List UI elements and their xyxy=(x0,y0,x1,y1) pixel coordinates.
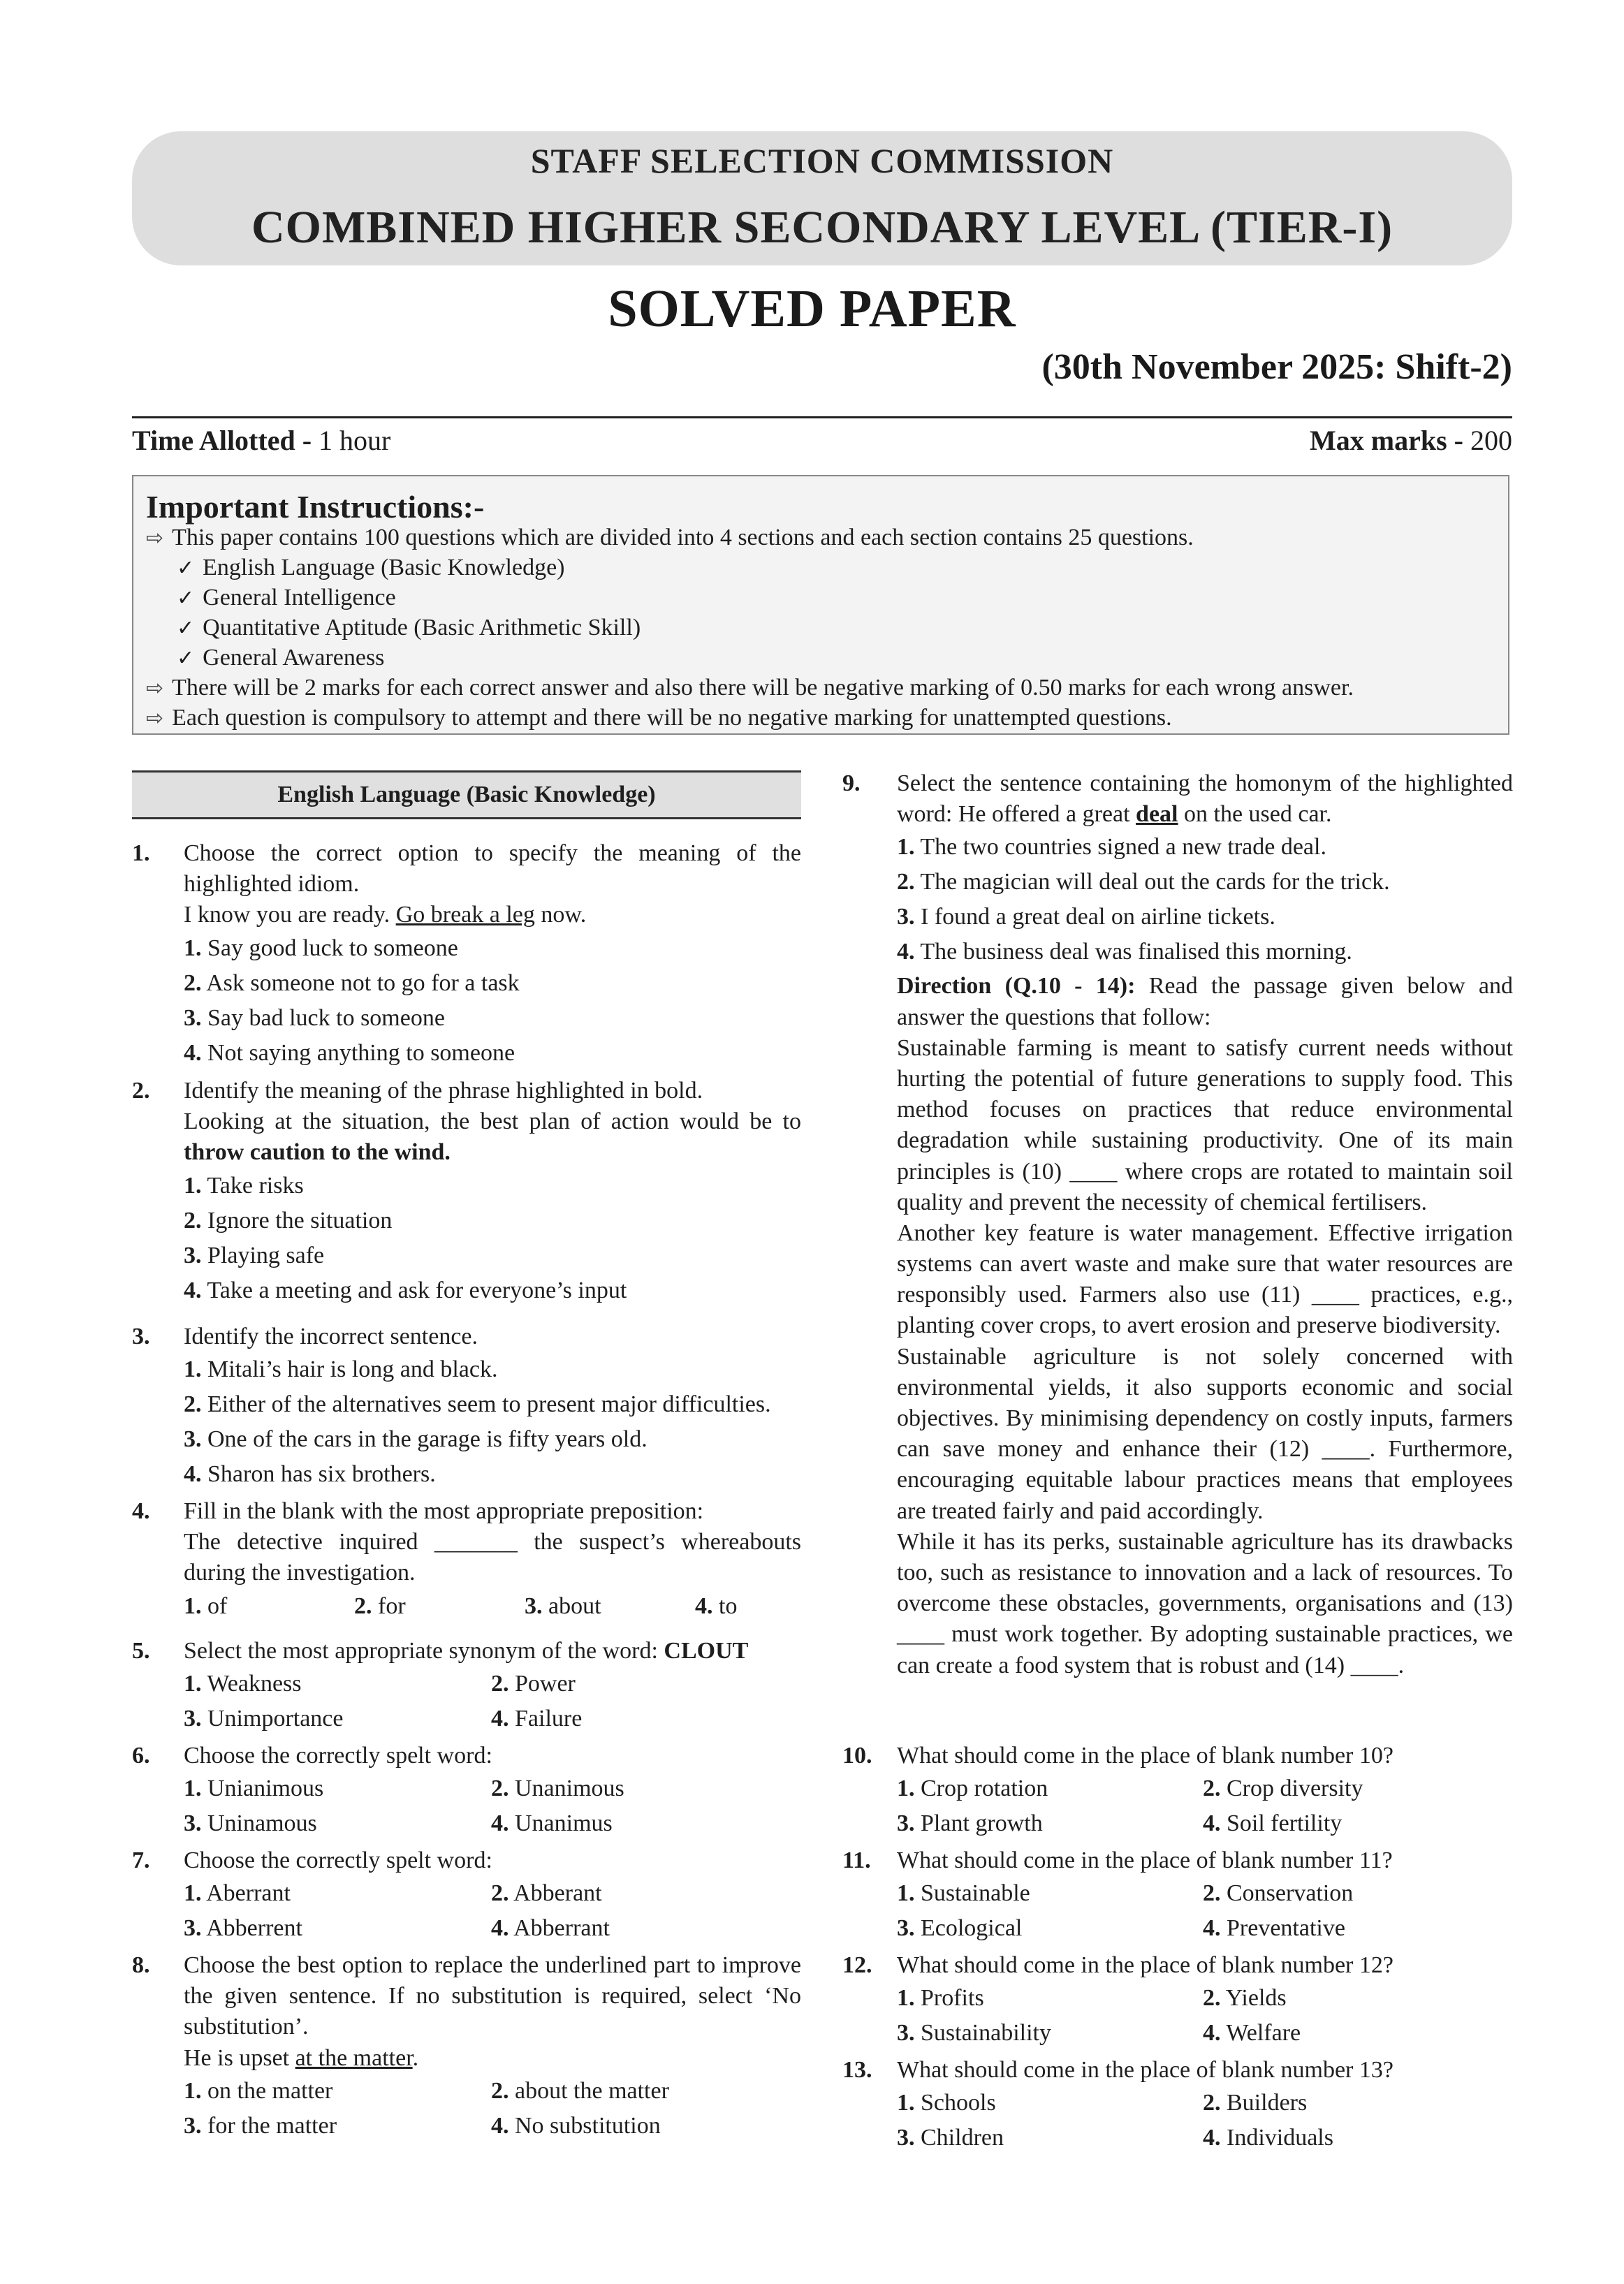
check-icon: ✓ xyxy=(177,646,195,671)
passage-paragraph: Sustainable agriculture is not solely concerned with environmental yields, it also supports economic and social objectives. By minimising dependency on costly inputs, farmers can save money and enhance their (12) ____. Furthermore, encouraging equitable labour practices means that employees are treated fairly and paid accordingly. xyxy=(897,1343,1513,1524)
question-7 xyxy=(132,1845,801,1946)
question-text: Choose the correctly spelt word: xyxy=(184,1847,492,1873)
direction: Direction (Q.10 - 14): Read the passage given below and answer the questions that follow: xyxy=(897,973,1513,1030)
exam-title: COMBINED HIGHER SECONDARY LEVEL (TIER-I) xyxy=(251,202,1393,253)
option: 2. Either of the alternatives seem to present major difficulties. xyxy=(184,1391,771,1418)
option-row: 1. Profits 2. Yields xyxy=(897,1985,1287,2012)
question-text: Choose the correct option to specify the meaning of the highlighted idiom. xyxy=(184,840,801,898)
option: 3. One of the cars in the garage is fifty years old. xyxy=(184,1426,648,1453)
divider xyxy=(132,416,1512,418)
option-row: 3. for the matter 4. No substitution xyxy=(184,2112,661,2139)
option-row: 3. Sustainability 4. Welfare xyxy=(897,2020,1301,2047)
paper-title: SOLVED PAPER xyxy=(608,279,1016,338)
option-row: 3. Unimportance 4. Failure xyxy=(184,1706,583,1732)
keyword: CLOUT xyxy=(664,1638,749,1664)
option-row: 1. Aberrant 2. Abberant xyxy=(184,1880,602,1907)
option-row: 1. on the matter 2. about the matter xyxy=(184,2077,669,2104)
option: 3. I found a great deal on airline tickets. xyxy=(897,904,1275,930)
question-number: 13. xyxy=(842,2057,872,2083)
paper-date: (30th November 2025: Shift-2) xyxy=(1041,347,1512,387)
check-icon: ✓ xyxy=(177,556,195,580)
option: 1. The two countries signed a new trade deal. xyxy=(897,834,1326,861)
question-9 xyxy=(842,768,1513,1681)
time-label: Time Allotted - xyxy=(132,425,312,456)
option-row: 3. Abberrent 4. Abberrant xyxy=(184,1915,610,1942)
instruction-item xyxy=(146,673,1354,703)
question-4 xyxy=(132,1496,801,1624)
option-row: 1. Weakness 2. Power xyxy=(184,1671,576,1697)
option-row: 1. Crop rotation 2. Crop diversity xyxy=(897,1776,1363,1802)
question-text: What should come in the place of blank number 12? xyxy=(897,1952,1393,1978)
instruction-text: This paper contains 100 questions which are divided into 4 sections and each section contains 25 questions. xyxy=(172,525,1194,550)
commission-title: STAFF SELECTION COMMISSION xyxy=(530,141,1114,180)
time-value: 1 hour xyxy=(319,425,391,456)
question-6 xyxy=(132,1741,801,1841)
question-13 xyxy=(842,2055,1513,2155)
arrow-right-icon: ⇨ xyxy=(146,706,164,731)
section-name: English Language (Basic Knowledge) xyxy=(203,555,565,580)
instructions-title: Important Instructions:- xyxy=(146,489,485,525)
option-row: 3. Ecological 4. Preventative xyxy=(897,1915,1345,1942)
option: 2. Ask someone not to go for a task xyxy=(184,969,520,996)
option: 4. Take a meeting and ask for everyone’s input xyxy=(184,1277,627,1303)
option: 1. Take risks xyxy=(184,1172,304,1199)
time-allotted xyxy=(132,423,390,459)
question-12 xyxy=(842,1950,1513,2051)
underlined-idiom: Go break a leg xyxy=(395,902,535,928)
question-text: What should come in the place of blank number 10? xyxy=(897,1743,1393,1769)
question-text: Identify the meaning of the phrase highlighted in bold. xyxy=(184,1078,703,1104)
underlined-part: at the matter xyxy=(295,2044,413,2071)
question-sentence: He is upset at the matter. xyxy=(184,2044,419,2071)
max-marks xyxy=(1310,423,1512,459)
section-heading: English Language (Basic Knowledge) xyxy=(132,770,801,819)
question-8 xyxy=(132,1950,801,2144)
option: 2. The magician will deal out the cards for the trick. xyxy=(897,869,1390,895)
marks-value: 200 xyxy=(1470,425,1512,456)
option-row: 1. Sustainable 2. Conservation xyxy=(897,1880,1354,1907)
question-text: What should come in the place of blank number 13? xyxy=(897,2057,1393,2083)
header-banner xyxy=(132,131,1512,265)
question-text: Choose the best option to replace the underlined part to improve the given sentence. If no substitution is required, select ‘No substitution’. xyxy=(184,1952,801,2040)
question-text: What should come in the place of blank number 11? xyxy=(897,1847,1393,1873)
section-item xyxy=(146,552,565,583)
section-name: General Intelligence xyxy=(203,585,396,610)
question-sentence: Looking at the situation, the best plan of action would be to throw caution to the wind. xyxy=(184,1108,801,1166)
question-number: 11. xyxy=(842,1847,871,1873)
question-sentence: I know you are ready. Go break a leg now. xyxy=(184,902,587,928)
question-number: 5. xyxy=(132,1638,150,1664)
option-row: 1. Schools 2. Builders xyxy=(897,2090,1308,2116)
question-number: 8. xyxy=(132,1952,150,1978)
question-10 xyxy=(842,1741,1513,1841)
arrow-right-icon: ⇨ xyxy=(146,526,164,550)
instruction-item xyxy=(146,703,1172,733)
question-number: 6. xyxy=(132,1743,150,1769)
question-number: 2. xyxy=(132,1078,150,1104)
question-text: Identify the incorrect sentence. xyxy=(184,1324,478,1349)
question-number: 1. xyxy=(132,840,150,866)
question-number: 9. xyxy=(842,770,861,796)
option: 1. Say good luck to someone xyxy=(184,935,458,961)
section-name: Quantitative Aptitude (Basic Arithmetic Skill) xyxy=(203,615,641,640)
option: 3. Playing safe xyxy=(184,1242,325,1268)
question-11 xyxy=(842,1845,1513,1946)
option-row: 1. Unianimous 2. Unanimous xyxy=(184,1776,624,1802)
question-3 xyxy=(132,1322,801,1492)
instruction-text: Each question is compulsory to attempt and there will be no negative marking for unattempted questions. xyxy=(172,705,1172,731)
question-text: Fill in the blank with the most appropriate preposition: xyxy=(184,1498,704,1524)
passage-paragraph: Sustainable farming is meant to satisfy current needs without hurting the potential of future generations to supply food. This method focuses on practices that reduce environmental degradation while sustaining productivity. One of its main principles is (10) ____ where crops are rotated to maintain soil quality and prevent the necessity of chemical fertilisers. xyxy=(897,1034,1513,1215)
check-icon: ✓ xyxy=(177,616,195,640)
question-text: Choose the correctly spelt word: xyxy=(184,1743,492,1769)
option: 4. The business deal was finalised this morning. xyxy=(897,939,1352,965)
question-1 xyxy=(132,838,801,1071)
direction-label: Direction (Q.10 - 14): xyxy=(897,973,1136,1000)
question-sentence: The detective inquired _______ the suspect’s whereabouts during the investigation. xyxy=(184,1529,801,1586)
option-row: 3. Children 4. Individuals xyxy=(897,2125,1333,2151)
instruction-item xyxy=(146,522,1194,553)
bold-phrase: throw caution to the wind. xyxy=(184,1139,451,1166)
option: 4. Not saying anything to someone xyxy=(184,1039,515,1066)
highlighted-word: deal xyxy=(1136,801,1178,828)
section-name: General Awareness xyxy=(203,645,385,671)
question-number: 7. xyxy=(132,1847,150,1873)
question-number: 4. xyxy=(132,1498,150,1524)
question-text: Select the most appropriate synonym of the word: CLOUT xyxy=(184,1638,749,1664)
instruction-text: There will be 2 marks for each correct answer and also there will be negative marking of 0.50 marks for each wrong answer. xyxy=(172,675,1354,701)
instructions-box xyxy=(132,475,1509,735)
question-5 xyxy=(132,1636,801,1736)
section-item xyxy=(146,583,396,613)
arrow-right-icon: ⇨ xyxy=(146,676,164,701)
question-number: 3. xyxy=(132,1324,150,1349)
option: 3. Say bad luck to someone xyxy=(184,1004,445,1031)
option-row: 1. of 2. for 3. about 4. to xyxy=(184,1593,738,1619)
marks-label: Max marks - xyxy=(1310,425,1463,456)
question-number: 12. xyxy=(842,1952,872,1978)
passage-paragraph: While it has its perks, sustainable agriculture has its drawbacks too, such as resistance to innovation and a lack of resources. To overcome these obstacles, governments, organisations and (13) ____ must work together. By adopting sustainable practices, we can create a food system that is robust and (14) ____. xyxy=(897,1528,1513,1678)
passage-paragraph: Another key feature is water management. Effective irrigation systems can avert waste and make sure that water resources are responsibly used. Farmers also use (11) ____ practices, e.g., planting cover crops, to avert erosion and preserve biodiversity. xyxy=(897,1220,1513,1339)
section-item xyxy=(146,643,384,673)
option: 1. Mitali’s hair is long and black. xyxy=(184,1356,498,1383)
option-row: 3. Plant growth 4. Soil fertility xyxy=(897,1810,1343,1837)
check-icon: ✓ xyxy=(177,586,195,610)
question-2 xyxy=(132,1076,801,1308)
option: 4. Sharon has six brothers. xyxy=(184,1461,436,1488)
question-number: 10. xyxy=(842,1743,872,1769)
question-text: Select the sentence containing the homonym of the highlighted word: He offered a great deal on the used car. xyxy=(897,770,1513,828)
option: 2. Ignore the situation xyxy=(184,1207,393,1233)
option-row: 3. Uninamous 4. Unanimus xyxy=(184,1810,613,1837)
section-item xyxy=(146,613,641,643)
